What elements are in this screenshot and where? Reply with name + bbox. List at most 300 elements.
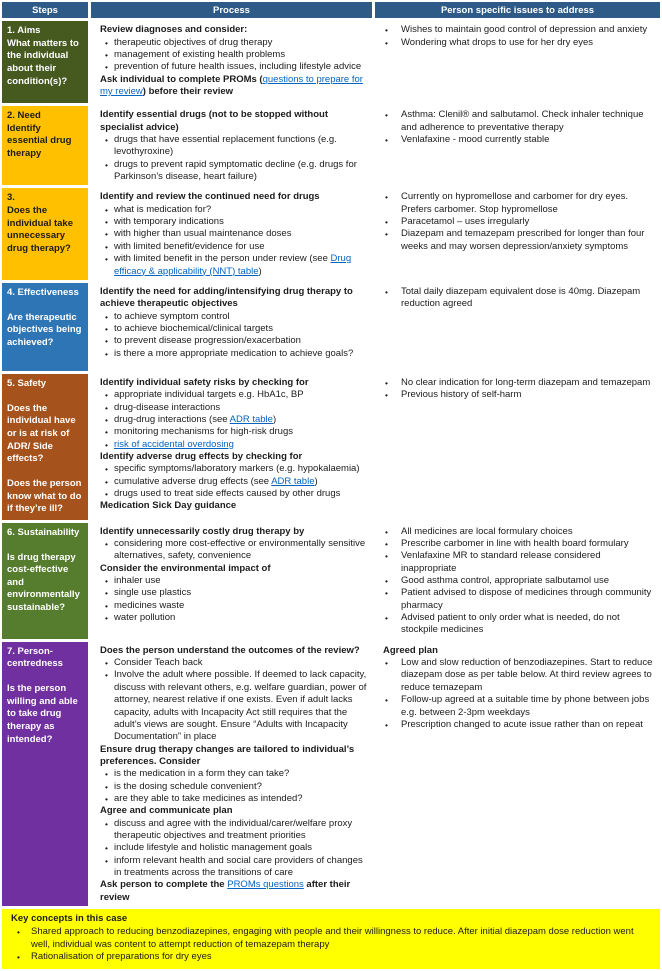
- bullet-item: [383, 612, 657, 637]
- bold-text: Ask person to complete the: [100, 879, 228, 891]
- process-cell-need: [91, 106, 372, 185]
- bullet-text: [114, 311, 369, 323]
- bullet-icon: •: [105, 254, 108, 265]
- text-run: to achieve symptom control: [114, 310, 230, 322]
- bold-text: Identify the need for adding/intensifying drug therapy to achieve therapeutic objectives: [100, 285, 353, 310]
- process-cell-safety: [91, 374, 372, 520]
- bullet-icon: •: [105, 769, 108, 780]
- text-run: to achieve biochemical/clinical targets: [114, 322, 273, 334]
- bullet-item: [100, 49, 369, 61]
- bullet-text: [401, 216, 657, 228]
- step-cell-safety: [2, 374, 88, 520]
- table-row-sustainability: [2, 523, 660, 639]
- bullet-icon: •: [385, 217, 388, 228]
- link-questions-to-prepare-for-my-review[interactable]: questions to prepare for my review: [100, 73, 363, 98]
- bullet-icon: •: [105, 818, 108, 829]
- text-run: All medicines are local formulary choices: [401, 525, 573, 537]
- text-run: are they able to take medicines as intended?: [114, 792, 303, 804]
- bullet-item: [100, 855, 369, 880]
- step-label-line: Does the individual take unnecessary drug therapy?: [7, 204, 73, 254]
- bullet-icon: •: [105, 670, 108, 681]
- table-row-safety: [2, 374, 660, 520]
- column-header-steps: Steps: [2, 2, 88, 18]
- bold-text: Identify adverse drug effects by checking for: [100, 450, 303, 462]
- text-run: Asthma: Clenil® and salbutamol. Check inhaler technique and adherence to preventative therapy: [401, 109, 644, 133]
- bullet-text: [114, 402, 369, 414]
- table-row-effectiveness: [2, 283, 660, 371]
- text-run: Previous history of self-harm: [401, 389, 522, 401]
- bullet-item: [100, 253, 369, 278]
- bold-text: Review diagnoses and consider:: [100, 24, 248, 36]
- bold-text: Agreed plan: [383, 644, 438, 656]
- bold-text: Consider the environmental impact of: [100, 562, 271, 574]
- text-run: what is medication for?: [114, 203, 212, 215]
- text-run: Patient advised to dispose of medicines through community pharmacy: [401, 587, 652, 611]
- bold-text: Identify individual safety risks by checking for: [100, 376, 309, 388]
- link-proms-questions[interactable]: PROMs questions: [227, 879, 304, 891]
- text-run: drugs used to treat side effects caused by other drugs: [114, 487, 341, 499]
- bullet-icon: •: [105, 600, 108, 611]
- bold-text: Identify unnecessarily costly drug therapy by: [100, 525, 305, 537]
- text-run: drugs that have essential replacement functions (e.g. levothyroxine): [114, 134, 337, 158]
- text-run: considering more cost-effective or environmentally sensitive alternatives, safety, convenience: [114, 538, 366, 562]
- text-run: appropriate individual targets e.g. HbA1c, BP: [114, 389, 304, 401]
- text-run: drug-disease interactions: [114, 401, 221, 413]
- bullet-icon: •: [385, 526, 388, 537]
- bullet-item: [100, 488, 369, 500]
- bullet-text: [114, 575, 369, 587]
- text-run: single use plastics: [114, 587, 192, 599]
- bullet-icon: •: [385, 695, 388, 706]
- text-run: Prescription changed to acute issue rather than on repeat: [401, 718, 643, 730]
- bullet-item: [100, 657, 369, 669]
- bullet-text: [401, 37, 657, 49]
- text-run: is the dosing schedule convenient?: [114, 780, 262, 792]
- bullet-item: [100, 348, 369, 360]
- bullet-text: [114, 476, 369, 488]
- bullet-text: [114, 488, 369, 500]
- step-label-line: Is the person willing and able to take drug therapy as intended?: [7, 683, 78, 745]
- bullet-text: [31, 951, 652, 964]
- bullet-text: [114, 389, 369, 401]
- issues-cell-aims: [375, 21, 660, 103]
- issues-cell-effectiveness: [375, 283, 660, 371]
- bullet-icon: •: [105, 539, 108, 550]
- bullet-icon: •: [385, 110, 388, 121]
- text-run: Paracetamol – uses irregularly: [401, 216, 530, 228]
- bullet-icon: •: [105, 204, 108, 215]
- paragraph: [100, 451, 369, 463]
- process-cell-sustainability: [91, 523, 372, 639]
- bullet-text: [401, 575, 657, 587]
- paragraph: [100, 191, 369, 203]
- bullet-icon: •: [385, 719, 388, 730]
- bullet-icon: •: [105, 439, 108, 450]
- step-label-line: 3.: [7, 192, 15, 204]
- bullet-icon: •: [105, 427, 108, 438]
- bullet-text: [114, 414, 369, 426]
- text-run: with temporary indications: [114, 216, 224, 228]
- text-run: specific symptoms/laboratory markers (e.g. hypokalaemia): [114, 463, 360, 475]
- bullet-text: [114, 204, 369, 216]
- bullet-icon: •: [105, 402, 108, 413]
- bullet-text: [114, 538, 369, 563]
- bullet-item: [100, 575, 369, 587]
- bullet-icon: •: [385, 588, 388, 599]
- bullet-icon: •: [17, 952, 20, 963]
- bold-text: after their review: [100, 879, 351, 903]
- paragraph: [100, 286, 369, 311]
- bullet-item: [100, 37, 369, 49]
- process-cell-aims: [91, 21, 372, 103]
- text-run: is the medication in a form they can take?: [114, 768, 290, 780]
- bold-text: Does the person understand the outcomes of the review?: [100, 644, 360, 656]
- process-cell-unnecessary: [91, 188, 372, 279]
- bullet-item: [383, 694, 657, 719]
- bullet-item: [383, 228, 657, 253]
- text-run: Wishes to maintain good control of depression and anxiety: [401, 24, 648, 36]
- link-drug-efficacy-applicability-nnt-table[interactable]: Drug efficacy & applicability (NNT) table: [114, 253, 352, 277]
- bullet-text: [114, 335, 369, 347]
- link-adr-table[interactable]: ADR table: [229, 413, 273, 425]
- bullet-text: [114, 793, 369, 805]
- paragraph: [100, 805, 369, 817]
- text-run: to prevent disease progression/exacerbation: [114, 335, 301, 347]
- step-cell-need: [2, 106, 88, 185]
- step-label-line: 1. Aims: [7, 25, 41, 37]
- bullet-item: [383, 216, 657, 228]
- text-run: Venlafaxine MR to standard release considered inappropriate: [401, 550, 601, 574]
- bold-text: Ensure drug therapy changes are tailored to individual’s preferences. Consider: [100, 743, 355, 767]
- bullet-text: [114, 426, 369, 438]
- bullet-text: [401, 377, 657, 389]
- bullet-item: [383, 191, 657, 216]
- bullet-item: [100, 463, 369, 475]
- link-adr-table[interactable]: ADR table: [271, 475, 315, 487]
- bullet-icon: •: [105, 323, 108, 334]
- bullet-item: [100, 61, 369, 73]
- bullet-icon: •: [105, 135, 108, 146]
- table-header-row: [2, 2, 660, 18]
- bullet-text: [401, 228, 657, 253]
- bullet-icon: •: [385, 25, 388, 36]
- text-run: Prescribe carbomer in line with health board formulary: [401, 538, 629, 550]
- bullet-item: [383, 109, 657, 134]
- bullet-icon: •: [385, 576, 388, 587]
- text-run: No clear indication for long-term diazepam and temazepam: [401, 376, 651, 388]
- paragraph: [100, 526, 369, 538]
- bullet-text: [401, 719, 657, 731]
- paragraph: [383, 645, 657, 657]
- text-run: ): [272, 413, 277, 425]
- paragraph: [100, 879, 369, 904]
- bold-text: Medication Sick Day guidance: [100, 500, 237, 512]
- bullet-text: [114, 134, 369, 159]
- bullet-text: [114, 855, 369, 880]
- step-label-line: 2. Need: [7, 110, 41, 122]
- column-header-issues: Person specific issues to address: [375, 2, 660, 18]
- text-run: Involve the adult where possible. If deemed to lack capacity, discuss with relevant others, e.g. welfare guardian, power of attorney, nearest relative if one exists. Even if adult lacks capacity, adults with Incapacity Act still requires that the adult’s views are sought. Ensure “Adults with Incapacity Documentation” in place: [114, 669, 367, 743]
- text-run: medicines waste: [114, 599, 185, 611]
- step-label-line: Does the person know what to do if they’re ill?: [7, 478, 82, 515]
- bullet-item: [100, 476, 369, 488]
- bullet-icon: •: [385, 377, 388, 388]
- bullet-item: [100, 134, 369, 159]
- bullet-text: [114, 241, 369, 253]
- bold-text: Agree and communicate plan: [100, 805, 233, 817]
- bullet-text: [401, 389, 657, 401]
- bullet-text: [114, 612, 369, 624]
- bold-text: Ask individual to complete PROMs (: [100, 73, 263, 85]
- bullet-icon: •: [105, 588, 108, 599]
- bullet-icon: •: [105, 229, 108, 240]
- bullet-item: [100, 426, 369, 438]
- step-label-line: [7, 671, 83, 684]
- text-run: Advised patient to only order what is needed, do not stockpile medicines: [401, 612, 620, 636]
- bullet-text: [114, 61, 369, 73]
- bullet-item: [100, 768, 369, 780]
- paragraph: [100, 74, 369, 99]
- text-run: Consider Teach back: [114, 657, 203, 669]
- bullet-text: [401, 587, 657, 612]
- key-concepts-section: [2, 909, 660, 969]
- bullet-text: [114, 768, 369, 780]
- bullet-text: [114, 37, 369, 49]
- bullet-icon: •: [385, 658, 388, 669]
- text-run: Follow-up agreed at a suitable time by phone between jobs e.g. between 2-3pm weekdays: [401, 694, 650, 718]
- bullet-text: [114, 228, 369, 240]
- bullet-text: [401, 134, 657, 146]
- bullet-icon: •: [385, 286, 388, 297]
- text-run: is there a more appropriate medication to achieve goals?: [114, 347, 354, 359]
- bullet-icon: •: [385, 539, 388, 550]
- bullet-text: [401, 694, 657, 719]
- text-run: discuss and agree with the individual/carer/welfare proxy therapeutic objectives and treatment priorities: [114, 817, 353, 841]
- bullet-item: [100, 389, 369, 401]
- bullet-icon: •: [105, 476, 108, 487]
- bullet-item: [100, 241, 369, 253]
- paragraph: [100, 744, 369, 769]
- text-run: with limited benefit/evidence for use: [114, 240, 265, 252]
- step-cell-aims: [2, 21, 88, 103]
- bullet-icon: •: [105, 576, 108, 587]
- table-row-need: [2, 106, 660, 185]
- bullet-item: [100, 818, 369, 843]
- step-label-line: Identify essential drug therapy: [7, 122, 72, 159]
- text-run: monitoring mechanisms for high-risk drugs: [114, 426, 293, 438]
- bullet-text: [401, 526, 657, 538]
- bullet-icon: •: [385, 613, 388, 624]
- bullet-icon: •: [105, 390, 108, 401]
- text-run: include lifestyle and holistic management goals: [114, 842, 313, 854]
- text-run: ): [314, 475, 318, 487]
- bullet-item: [100, 414, 369, 426]
- bullet-item: [100, 439, 369, 451]
- bullet-text: [114, 781, 369, 793]
- step-label-line: 5. Safety: [7, 377, 47, 389]
- step-cell-effectiveness: [2, 283, 88, 371]
- issues-cell-sustainability: [375, 523, 660, 639]
- bullet-item: [100, 335, 369, 347]
- bullet-icon: •: [105, 37, 108, 48]
- step-label-line: [7, 466, 83, 479]
- table-row-person-centredness: [2, 642, 660, 906]
- bullet-icon: •: [385, 390, 388, 401]
- bullet-icon: •: [105, 488, 108, 499]
- issues-cell-unnecessary: [375, 188, 660, 279]
- step-cell-unnecessary: [2, 188, 88, 279]
- bullet-icon: •: [385, 135, 388, 146]
- bullet-icon: •: [105, 781, 108, 792]
- bold-text: Identify and review the continued need for drugs: [100, 191, 320, 203]
- bullet-text: [114, 439, 369, 451]
- bullet-icon: •: [105, 241, 108, 252]
- bullet-item: [100, 669, 369, 743]
- bullet-item: [383, 286, 657, 311]
- text-run: Shared approach to reducing benzodiazepines, engaging with people and their willingness to reduce. After initial diazepam dose reduction went well, individual was content to attempt reduction of temazepam therapy: [31, 925, 634, 950]
- text-run: Venlafaxine - mood currently stable: [401, 134, 550, 146]
- bullet-item: [100, 311, 369, 323]
- bullet-item: [100, 612, 369, 624]
- bullet-text: [401, 109, 657, 134]
- issues-cell-person-centredness: [375, 642, 660, 906]
- bullet-text: [401, 538, 657, 550]
- key-concepts-title: Key concepts in this case: [11, 913, 128, 925]
- bold-text: Identify essential drugs (not to be stopped without specialist advice): [100, 109, 328, 133]
- bullet-item: [383, 134, 657, 146]
- bullet-item: [100, 587, 369, 599]
- bullet-text: [114, 657, 369, 669]
- bullet-item: [100, 204, 369, 216]
- bullet-item: [383, 389, 657, 401]
- bullet-item: [100, 323, 369, 335]
- paragraph: [100, 500, 369, 512]
- issues-cell-safety: [375, 374, 660, 520]
- bullet-icon: •: [105, 464, 108, 475]
- bullet-text: [114, 669, 369, 743]
- bullet-item: [383, 24, 657, 36]
- bullet-icon: •: [17, 926, 20, 937]
- table-row-unnecessary: [2, 188, 660, 279]
- step-label-line: What matters to the individual about their condition(s)?: [7, 37, 79, 87]
- bullet-text: [114, 253, 369, 278]
- bullet-icon: •: [105, 217, 108, 228]
- bullet-text: [114, 587, 369, 599]
- text-run: ): [258, 265, 262, 277]
- bullet-icon: •: [105, 843, 108, 854]
- step-label-line: Is drug therapy cost-effective and environmentally sustainable?: [7, 551, 80, 613]
- bullet-text: [401, 657, 657, 694]
- bullet-item: [100, 538, 369, 563]
- text-run: Good asthma control, appropriate salbutamol use: [401, 575, 610, 587]
- issues-cell-need: [375, 106, 660, 185]
- step-label-line: [7, 299, 83, 312]
- bullet-icon: •: [385, 551, 388, 562]
- bullet-item: [383, 377, 657, 389]
- text-run: with higher than usual maintenance doses: [114, 228, 292, 240]
- paragraph: [100, 109, 369, 134]
- bullet-icon: •: [105, 50, 108, 61]
- text-run: Rationalisation of preparations for dry eyes: [31, 951, 212, 963]
- column-header-process: Process: [91, 2, 372, 18]
- bullet-text: [114, 348, 369, 360]
- bullet-item: [100, 228, 369, 240]
- bullet-text: [114, 49, 369, 61]
- paragraph: [100, 377, 369, 389]
- bullet-item: [100, 600, 369, 612]
- step-label-line: 4. Effectiveness: [7, 286, 79, 298]
- bullet-text: [114, 216, 369, 228]
- text-run: Low and slow reduction of benzodiazepines. Start to reduce diazepam dose as per table below. At third review agrees to reduce temazepam: [401, 657, 653, 693]
- bullet-text: [114, 600, 369, 612]
- bullet-item: [100, 216, 369, 228]
- text-run: management of existing health problems: [114, 49, 286, 61]
- link-risk-of-accidental-overdosing[interactable]: risk of accidental overdosing: [114, 438, 234, 450]
- text-run: Diazepam and temazepam prescribed for longer than four weeks and may worsen depression/anxiety symptoms: [401, 228, 645, 252]
- bullet-icon: •: [385, 229, 388, 240]
- bullet-text: [401, 24, 657, 36]
- process-cell-person-centredness: [91, 642, 372, 906]
- text-run: Total daily diazepam equivalent dose is 40mg. Diazepam reduction agreed: [401, 285, 641, 310]
- bullet-icon: •: [105, 348, 108, 359]
- bullet-item: [100, 793, 369, 805]
- bullet-icon: •: [105, 159, 108, 170]
- step-label-line: Does the individual have or is at risk of ADR/ Side effects?: [7, 402, 76, 465]
- bullet-item: [100, 159, 369, 184]
- step-cell-person-centredness: [2, 642, 88, 906]
- bullet-icon: •: [105, 336, 108, 347]
- paragraph: [100, 645, 369, 657]
- bullet-text: [401, 191, 657, 216]
- bullet-text: [114, 323, 369, 335]
- bullet-icon: •: [385, 192, 388, 203]
- text-run: drug-drug interactions (see: [114, 413, 230, 425]
- bullet-item: [100, 402, 369, 414]
- key-concepts-list: [11, 926, 652, 964]
- bullet-item: [11, 926, 652, 952]
- bullet-text: [31, 926, 652, 952]
- text-run: Currently on hypromellose and carbomer for dry eyes. Prefers carbomer. Stop hypromellose: [401, 191, 629, 215]
- bullet-icon: •: [105, 62, 108, 73]
- bullet-icon: •: [105, 658, 108, 669]
- table-body: [2, 21, 660, 906]
- bold-text: ) before their review: [142, 86, 234, 98]
- step-label-line: Are therapeutic objectives being achieved?: [7, 311, 82, 348]
- paragraph: [100, 24, 369, 36]
- table-row-aims: [2, 21, 660, 103]
- text-run: with limited benefit in the person under review (see: [114, 253, 331, 265]
- text-run: inhaler use: [114, 575, 161, 587]
- step-label-line: [7, 539, 83, 552]
- bullet-icon: •: [105, 793, 108, 804]
- bullet-icon: •: [105, 613, 108, 624]
- step-cell-sustainability: [2, 523, 88, 639]
- text-run: Wondering what drops to use for her dry eyes: [401, 36, 594, 48]
- bullet-icon: •: [105, 855, 108, 866]
- step-label-line: [7, 390, 83, 403]
- bullet-item: [100, 781, 369, 793]
- bullet-item: [383, 526, 657, 538]
- bullet-item: [383, 538, 657, 550]
- bullet-item: [100, 842, 369, 854]
- bullet-item: [11, 951, 652, 964]
- bullet-icon: •: [105, 414, 108, 425]
- text-run: therapeutic objectives of drug therapy: [114, 36, 273, 48]
- step-label-line: 7. Person-centredness: [7, 645, 63, 670]
- bullet-item: [383, 37, 657, 49]
- bullet-item: [383, 657, 657, 694]
- bullet-icon: •: [105, 311, 108, 322]
